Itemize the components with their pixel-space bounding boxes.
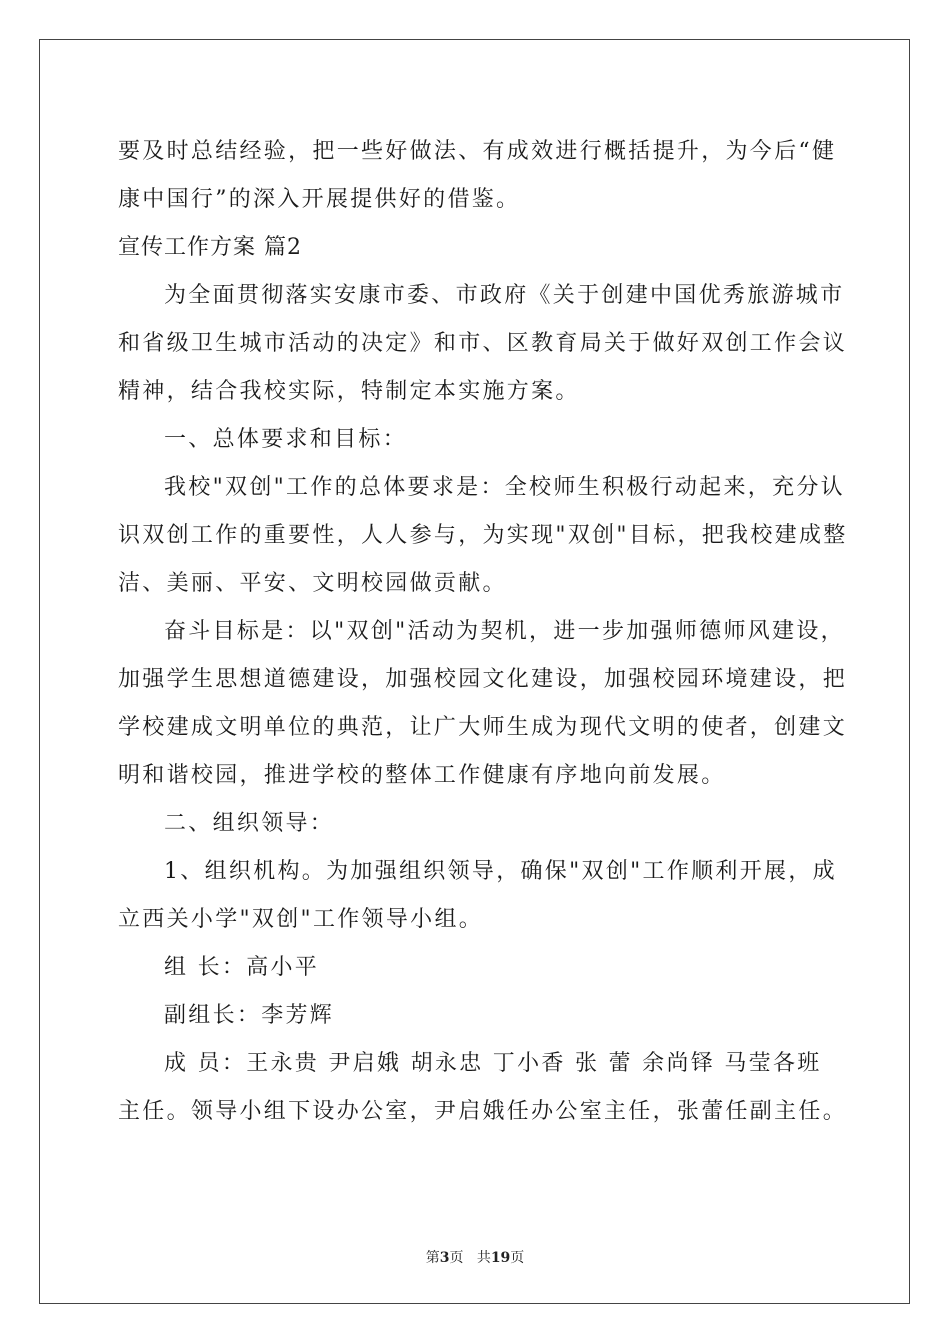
- text-line: 组 长：高小平: [164, 955, 320, 980]
- document-body: [118, 128, 848, 1136]
- text-line: 和省级卫生城市活动的决定》和市、区教育局关于做好双创工作会议: [118, 331, 848, 356]
- text-line: 主任。领导小组下设办公室，尹启娥任办公室主任，张蕾任副主任。: [118, 1099, 848, 1124]
- text-line: 明和谐校园，推进学校的整体工作健康有序地向前发展。: [118, 763, 726, 788]
- text-line: 要及时总结经验，把一些好做法、有成效进行概括提升，为今后“健: [118, 139, 837, 164]
- total-prefix: 共: [476, 1250, 491, 1266]
- text-line: 识双创工作的重要性，人人参与，为实现"双创"目标，把我校建成整: [118, 523, 848, 548]
- text-line: 副组长：李芳辉: [164, 1003, 335, 1028]
- total-suffix: 页: [510, 1250, 525, 1266]
- text-line: 1、组织机构。为加强组织领导，确保"双创"工作顺利开展，成: [164, 859, 837, 884]
- page-number: 3: [439, 1250, 450, 1266]
- text-line: 我校"双创"工作的总体要求是：全校师生积极行动起来，充分认: [164, 475, 845, 500]
- text-line: 奋斗目标是：以"双创"活动为契机，进一步加强师德师风建设，: [164, 619, 845, 644]
- text-line: 洁、美丽、平安、文明校园做贡献。: [118, 571, 507, 596]
- total-pages: 19: [490, 1250, 511, 1266]
- text-line: 加强学生思想道德建设，加强校园文化建设，加强校园环境建设，把: [118, 667, 848, 692]
- page-suffix: 页: [449, 1250, 464, 1266]
- text-line: 学校建成文明单位的典范，让广大师生成为现代文明的使者，创建文: [118, 715, 848, 740]
- section-heading: 宣传工作方案 篇2: [118, 235, 302, 260]
- page-footer: [0, 1247, 950, 1267]
- text-line: 为全面贯彻落实安康市委、市政府《关于创建中国优秀旅游城市: [164, 283, 845, 308]
- subheading: 二、组织领导：: [164, 811, 335, 836]
- text-line: 精神，结合我校实际，特制定本实施方案。: [118, 379, 580, 404]
- text-line: 成 员：王永贵 尹启娥 胡永忠 丁小香 张 蕾 余尚铎 马莹各班: [164, 1051, 822, 1076]
- text-line: 立西关小学"双创"工作领导小组。: [118, 907, 484, 932]
- text-line: 康中国行”的深入开展提供好的借鉴。: [118, 187, 521, 212]
- subheading: 一、总体要求和目标：: [164, 427, 408, 452]
- page-prefix: 第: [425, 1250, 440, 1266]
